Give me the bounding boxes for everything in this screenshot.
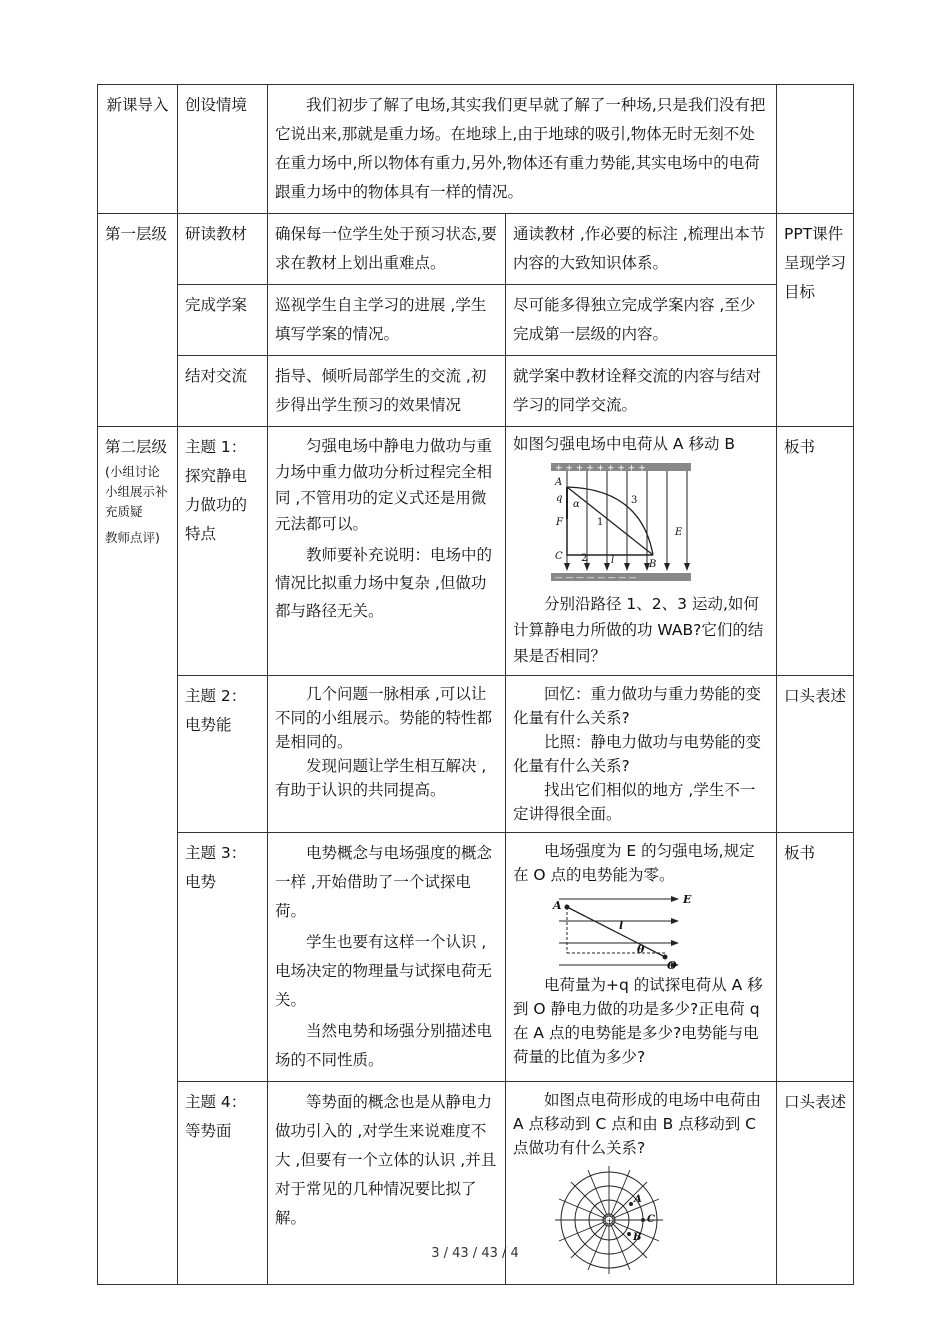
topic-1-student-p1: 如图匀强电场中电荷从 A 移动 B xyxy=(513,435,736,453)
fig1-label-path-1: 1 xyxy=(597,517,604,528)
topic-1-student xyxy=(506,427,777,676)
level1-item-name: 结对交流 xyxy=(178,356,268,427)
lesson-plan-table xyxy=(97,84,854,1285)
charge-sign: + xyxy=(606,1216,613,1226)
topic-1-student-p2: 分别沿路径 1、2、3 运动,如何计算静电力所做的功 WAB?它们的结果是否相同？ xyxy=(513,595,764,665)
intro-activity: 创设情境 xyxy=(178,85,268,214)
fig2-label-e: E xyxy=(683,893,692,906)
fig3-label-a: A xyxy=(634,1194,642,1205)
fig3-label-b: B xyxy=(633,1232,642,1243)
level2-title: 第二层级 xyxy=(105,438,168,456)
row-topic-3 xyxy=(98,833,854,1082)
level1-stage: 第一层级 xyxy=(98,214,178,427)
negative-signs: — — — — — — — — xyxy=(555,573,637,582)
fig2-label-a: A xyxy=(553,899,562,912)
topic-2-student-p2: 比照：静电力做功与电势能的变化量有什么关系? xyxy=(513,733,762,775)
topic-3-student-p2: 电荷量为+q 的试探电荷从 A 移到 O 静电力做的功是多少?正电荷 q 在 A 点的电势能是多少?电势能与电荷量的比值为多少? xyxy=(513,976,763,1066)
topic-2-method: 口头表述 xyxy=(777,676,854,833)
field-arrowheads xyxy=(564,563,690,571)
fig1-label-f: F xyxy=(556,517,563,528)
topic-2-student-p1: 回忆：重力做功与重力势能的变化量有什么关系? xyxy=(513,685,762,727)
topic-1-name: 主题 1：探究静电力做功的特点 xyxy=(178,427,268,676)
row-topic-1 xyxy=(98,427,854,676)
fig1-label-c: C xyxy=(555,551,563,562)
level2-note-2: 小组展示补充质疑 xyxy=(105,484,168,519)
topic-2-student xyxy=(506,676,777,833)
topic-4-student-p1: 如图点电荷形成的电场中电荷由 A 点移动到 C 点和由 B 点移动到 C 点做功有什么关系? xyxy=(513,1091,762,1157)
topic-2-teacher-p1: 几个问题一脉相承 ,可以让不同的小组展示。势能的特性都是相同的。 xyxy=(275,685,493,751)
test-charge-figure xyxy=(547,891,697,971)
fig1-label-e: E xyxy=(675,527,683,538)
level1-item-name: 完成学案 xyxy=(178,285,268,356)
level1-item-name: 研读教材 xyxy=(178,214,268,285)
topic-4-name: 主题 4：等势面 xyxy=(178,1082,268,1285)
fig1-label-q: q xyxy=(556,493,563,504)
topic-3-name: 主题 3：电势 xyxy=(178,833,268,1082)
row-level1-item-1 xyxy=(98,214,854,285)
topic-4-method: 口头表述 xyxy=(777,1082,854,1285)
fig1-label-a: A xyxy=(555,477,563,488)
fig1-label-b: B xyxy=(649,559,657,570)
topic-1-teacher xyxy=(268,427,506,676)
level1-item-student: 就学案中教材诠释交流的内容与结对学习的同学交流。 xyxy=(506,356,777,427)
topic-2-student-p3: 找出它们相似的地方 ,学生不一定讲得很全面。 xyxy=(513,781,756,823)
intro-method xyxy=(777,85,854,214)
level2-stage xyxy=(98,427,178,1285)
page-footer: 3 / 43 / 43 / 4 xyxy=(431,1246,519,1261)
topic-1-method: 板书 xyxy=(777,427,854,676)
field-arrowheads xyxy=(671,896,679,968)
intro-stage: 新课导入 xyxy=(98,85,178,214)
topic-1-teacher-p1: 匀强电场中静电力做功与重力场中重力做功分析过程完全相同 ,不管用功的定义式还是用微元法都可以。 xyxy=(275,437,493,533)
fig2-label-l: l xyxy=(619,919,624,932)
fig2-label-theta: θ xyxy=(637,943,645,956)
fig1-label-l: l xyxy=(611,555,615,566)
point-a xyxy=(629,1202,633,1206)
topic-2-teacher-p2: 发现问题让学生相互解决 ,有助于认识的共同提高。 xyxy=(275,757,487,799)
fig1-label-path-2: 2 xyxy=(581,553,588,564)
topic-3-teacher-p1: 电势概念与电场强度的概念一样 ,开始借助了一个试探电荷。 xyxy=(275,844,493,920)
row-topic-2 xyxy=(98,676,854,833)
level1-item-teacher: 确保每一位学生处于预习状态,要求在教材上划出重难点。 xyxy=(268,214,506,285)
level1-item-student: 通读教材 ,作必要的标注 ,梳理出本节内容的大致知识体系。 xyxy=(506,214,777,285)
point-b xyxy=(627,1232,631,1236)
topic-3-student-p1: 电场强度为 E 的匀强电场,规定在 O 点的电势能为零。 xyxy=(513,842,755,884)
point-a xyxy=(565,905,570,910)
level2-note-1: (小组讨论 xyxy=(105,464,160,479)
topic-3-teacher xyxy=(268,833,506,1082)
topic-3-teacher-p2: 学生也要有这样一个认识 ,电场决定的物理量与试探电荷无关。 xyxy=(275,933,493,1009)
level1-item-teacher: 巡视学生自主学习的进展 ,学生填写学案的情况。 xyxy=(268,285,506,356)
positive-signs: + + + + + + + + + xyxy=(555,463,646,474)
topic-1-teacher-p2: 教师要补充说明：电场中的情况比拟重力场中复杂 ,但做功都与路径无关。 xyxy=(275,546,493,620)
point-c xyxy=(641,1218,645,1222)
topic-2-name: 主题 2：电势能 xyxy=(178,676,268,833)
topic-3-student xyxy=(506,833,777,1082)
intro-text: 我们初步了解了电场,其实我们更早就了解了一种场,只是我们没有把它说出来,那就是重力场。在地球上,由于地球的吸引,物体无时无刻不处在重力场中,所以物体有重力,另外,物体还有重力势能,其实电场中的电荷跟重力场中的物体具有一样的情况。 xyxy=(275,96,766,201)
row-level1-item-2 xyxy=(98,285,854,356)
fig2-label-o: O xyxy=(667,959,677,971)
topic-3-teacher-p3: 当然电势和场强分别描述电场的不同性质。 xyxy=(275,1022,493,1069)
fig3-label-c: C xyxy=(647,1214,655,1225)
topic-3-method: 板书 xyxy=(777,833,854,1082)
level1-item-student: 尽可能多得独立完成学案内容 ,至少完成第一层级的内容。 xyxy=(506,285,777,356)
level2-note-3: 教师点评) xyxy=(105,530,160,545)
topic-2-teacher xyxy=(268,676,506,833)
uniform-field-figure xyxy=(541,459,711,589)
intro-content xyxy=(268,85,777,214)
level1-item-teacher: 指导、倾听局部学生的交流 ,初步得出学生预习的效果情况 xyxy=(268,356,506,427)
level1-method: PPT课件呈现学习目标 xyxy=(777,214,854,427)
row-level1-item-3 xyxy=(98,356,854,427)
displacement-line xyxy=(567,907,665,957)
fig1-label-path-3: 3 xyxy=(631,495,638,506)
row-intro xyxy=(98,85,854,214)
fig1-label-alpha: α xyxy=(573,499,580,510)
topic-4-teacher-p1: 等势面的概念也是从静电力做功引入的 ,对学生来说难度不大 ,但要有一个立体的认识 ,并且对于常见的几种情况要比拟了解。 xyxy=(275,1093,497,1227)
